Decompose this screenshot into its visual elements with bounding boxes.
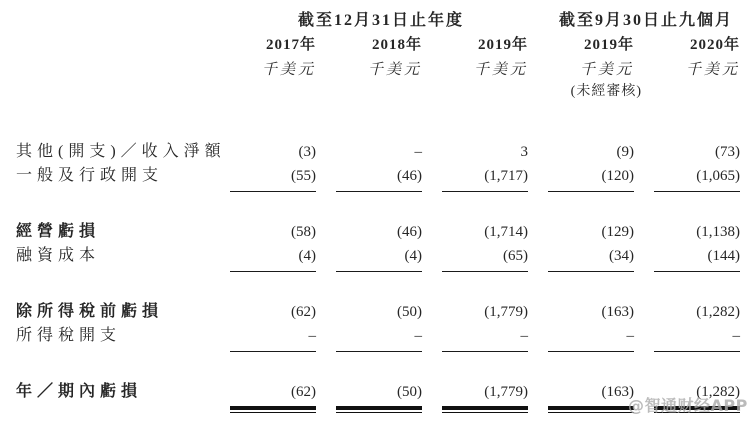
value-cell: (129) xyxy=(601,224,634,240)
value-cell: (1,714) xyxy=(484,224,528,240)
underline-rule xyxy=(230,271,316,272)
value-cell: (55) xyxy=(291,168,316,184)
year-header-2019: 2019年 xyxy=(477,37,528,53)
spacer-cell xyxy=(0,406,222,415)
table-row xyxy=(0,244,752,268)
value-cell: (1,779) xyxy=(484,304,528,320)
value-cell: (46) xyxy=(397,224,422,240)
value-cell: (50) xyxy=(397,304,422,320)
year-header-row xyxy=(0,32,752,58)
double-rule xyxy=(442,406,528,413)
value-cell: (1,282) xyxy=(696,304,740,320)
table-row xyxy=(0,140,752,164)
row-label: 經營虧損 xyxy=(16,223,101,240)
year-header-2020-interim: 2020年 xyxy=(689,37,740,53)
value-cell: (1,717) xyxy=(484,168,528,184)
row-label: 其他(開支)／收入淨額 xyxy=(16,143,226,160)
value-cell: (163) xyxy=(601,384,634,400)
value-cell: (46) xyxy=(397,168,422,184)
section-rule-row xyxy=(0,191,752,193)
row-label: 除所得稅前虧損 xyxy=(16,303,164,320)
double-rule xyxy=(230,406,316,413)
double-rule xyxy=(336,406,422,413)
row-label: 一般及行政開支 xyxy=(16,167,164,184)
underline-rule xyxy=(336,191,422,192)
value-cell: – xyxy=(520,328,528,344)
underline-rule xyxy=(654,351,740,352)
row-label: 融資成本 xyxy=(16,247,101,264)
value-cell: (50) xyxy=(397,384,422,400)
section-rule-row xyxy=(0,271,752,273)
period-group-interim: 截至9月30日止九個月 xyxy=(558,12,733,29)
row-label: 年／期內虧損 xyxy=(16,383,143,400)
double-rule xyxy=(548,406,634,413)
unaudited-note: (未經審核) xyxy=(570,84,642,99)
underline-rule xyxy=(654,271,740,272)
value-cell: (1,065) xyxy=(696,168,740,184)
underline-rule xyxy=(336,351,422,352)
spacer-cell xyxy=(0,32,222,58)
underline-rule xyxy=(442,351,528,352)
spacer-cell xyxy=(0,351,222,353)
underline-rule xyxy=(442,271,528,272)
value-cell: (65) xyxy=(503,248,528,264)
period-group-row xyxy=(0,10,752,32)
value-cell: (1,779) xyxy=(484,384,528,400)
row-label: 所得稅開支 xyxy=(16,327,122,344)
underline-rule xyxy=(442,191,528,192)
value-cell: – xyxy=(308,328,316,344)
unit-label: 千美元 xyxy=(473,62,528,78)
value-cell: – xyxy=(414,144,422,160)
table-row xyxy=(0,164,752,188)
spacer-cell xyxy=(0,271,222,273)
value-cell: (1,138) xyxy=(696,224,740,240)
value-cell: (58) xyxy=(291,224,316,240)
value-cell: (3) xyxy=(298,144,316,160)
section-rule-row xyxy=(0,351,752,353)
value-cell: – xyxy=(626,328,634,344)
spacer-cell xyxy=(0,191,222,193)
underline-rule xyxy=(548,351,634,352)
year-header-2017: 2017年 xyxy=(265,37,316,53)
value-cell: (9) xyxy=(616,144,634,160)
table-row xyxy=(0,220,752,244)
underline-rule xyxy=(230,191,316,192)
table-row xyxy=(0,324,752,348)
underline-rule xyxy=(230,351,316,352)
value-cell: (144) xyxy=(707,248,740,264)
spacer-cell xyxy=(0,58,222,82)
value-cell: (1,282) xyxy=(696,384,740,400)
value-cell: (4) xyxy=(298,248,316,264)
underline-rule xyxy=(336,271,422,272)
underline-rule xyxy=(548,191,634,192)
unaudited-note-row xyxy=(0,82,752,102)
unit-label: 千美元 xyxy=(685,62,740,78)
unit-label: 千美元 xyxy=(367,62,422,78)
unit-label: 千美元 xyxy=(261,62,316,78)
value-cell: (34) xyxy=(609,248,634,264)
value-cell: (163) xyxy=(601,304,634,320)
value-cell: – xyxy=(414,328,422,344)
value-cell: (73) xyxy=(715,144,740,160)
value-cell: (120) xyxy=(601,168,634,184)
value-cell: – xyxy=(732,328,740,344)
underline-rule xyxy=(654,191,740,192)
year-header-2018: 2018年 xyxy=(371,37,422,53)
unit-label: 千美元 xyxy=(579,62,634,78)
period-group-annual: 截至12月31日止年度 xyxy=(297,12,464,29)
value-cell: 3 xyxy=(520,144,528,160)
value-cell: (62) xyxy=(291,384,316,400)
year-header-2019-interim: 2019年 xyxy=(583,37,634,53)
watermark: @智通财经APP xyxy=(628,396,748,415)
table-row xyxy=(0,300,752,324)
value-cell: (4) xyxy=(404,248,422,264)
unit-row xyxy=(0,58,752,82)
value-cell: (62) xyxy=(291,304,316,320)
spacer-cell xyxy=(0,10,222,32)
underline-rule xyxy=(548,271,634,272)
